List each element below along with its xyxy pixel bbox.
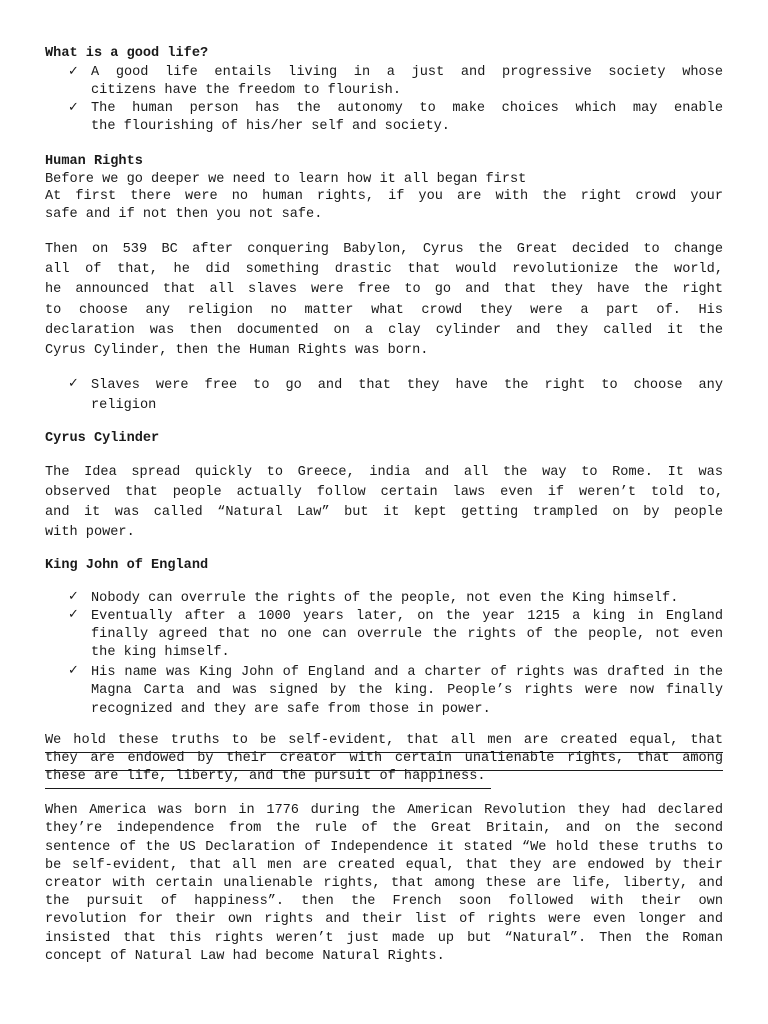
checkmark-icon: ✓ [68, 663, 79, 678]
quote-line: these are life, liberty, and the pursuit of happiness. [45, 769, 491, 789]
bullet-line: the king himself. [91, 645, 230, 660]
text-line: concept of Natural Law had become Natural Rights. [45, 949, 445, 964]
heading-king-john: King John of England [45, 558, 209, 573]
text-line: all of that, he did something drastic that would revolutionize the world, [45, 262, 723, 277]
bullet-line: A good life entails living in a just and progressive society whose [91, 65, 723, 80]
checkmark-icon: ✓ [68, 607, 79, 622]
text-line: Before we go deeper we need to learn how it all began first [45, 172, 527, 187]
heading-human-rights: Human Rights [45, 154, 143, 169]
quote-line: they are endowed by their creator with certain unalienable rights, that among [45, 751, 723, 771]
text-line: At first there were no human rights, if you are with the right crowd your [45, 189, 723, 204]
text-line: The Idea spread quickly to Greece, india and all the way to Rome. It was [45, 465, 723, 480]
checkmark-icon: ✓ [68, 589, 79, 604]
text-line: When America was born in 1776 during the American Revolution they had declared [45, 803, 723, 818]
bullet-line: religion [91, 398, 157, 413]
heading-cyrus-cylinder: Cyrus Cylinder [45, 431, 160, 446]
checkmark-icon: ✓ [68, 100, 79, 115]
bullet-line: Magna Carta and was signed by the king. People’s rights were now finally [91, 683, 723, 698]
text-line: insisted that this rights weren’t just made up but “Natural”. Then the Roman [45, 931, 723, 946]
text-line: the pursuit of happiness”. then the French soon followed with their own [45, 894, 723, 909]
text-line: creator with certain unalienable rights, that among these are life, liberty, and [45, 876, 723, 891]
checkmark-icon: ✓ [68, 64, 79, 79]
bullet-line: Nobody can overrule the rights of the people, not even the King himself. [91, 591, 679, 606]
text-line: they’re independence from the rule of the Great Britain, and on the second [45, 821, 723, 836]
bullet-line: The human person has the autonomy to make choices which may enable [91, 101, 723, 116]
heading-good-life: What is a good life? [45, 46, 209, 61]
bullet-line: recognized and they are safe from those in power. [91, 702, 491, 717]
text-line: to choose any religion no matter what crowd they were a part of. His [45, 303, 723, 318]
text-line: Cyrus Cylinder, then the Human Rights was born. [45, 343, 429, 358]
bullet-line: finally agreed that no one can overrule the rights of the people, not even [91, 627, 723, 642]
text-line: Then on 539 BC after conquering Babylon, Cyrus the Great decided to change [45, 242, 723, 257]
bullet-line: citizens have the freedom to flourish. [91, 83, 401, 98]
bullet-line: Slaves were free to go and that they have the right to choose any [91, 378, 723, 393]
text-line: declaration was then documented on a clay cylinder and they called it the [45, 323, 723, 338]
text-line: sentence of the US Declaration of Independence it stated “We hold these truths to [45, 840, 723, 855]
bullet-line: Eventually after a 1000 years later, on the year 1215 a king in England [91, 609, 723, 624]
bullet-line: the flourishing of his/her self and society. [91, 119, 450, 134]
quote-line: We hold these truths to be self-evident, that all men are created equal, that [45, 733, 723, 753]
text-line: he announced that all slaves were free to go and that they have the right [45, 282, 723, 297]
bullet-line: His name was King John of England and a charter of rights was drafted in the [91, 665, 723, 680]
checkmark-icon: ✓ [68, 376, 79, 391]
text-line: and it was called “Natural Law” but it kept getting trampled on by people [45, 505, 723, 520]
text-line: observed that people actually follow certain laws even if weren’t told to, [45, 485, 723, 500]
text-line: revolution for their own rights and their list of rights were even longer and [45, 912, 723, 927]
text-line: with power. [45, 525, 135, 540]
text-line: safe and if not then you not safe. [45, 207, 323, 222]
text-line: be self-evident, that all men are created equal, that they are endowed by their [45, 858, 723, 873]
